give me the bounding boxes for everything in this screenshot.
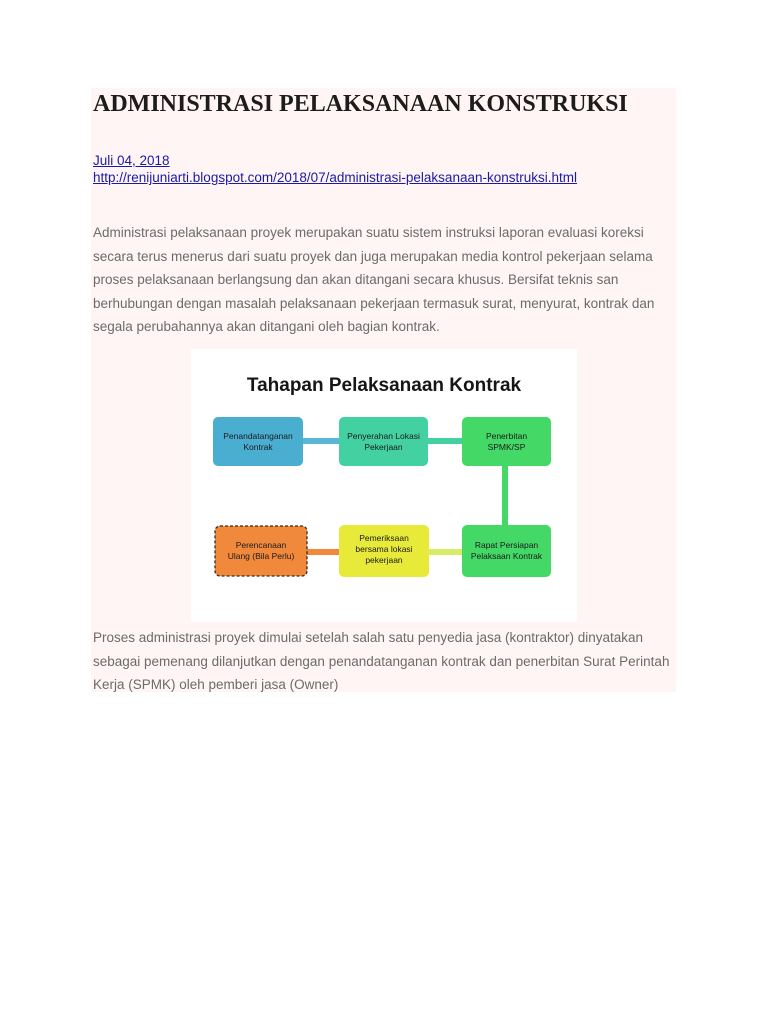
connector-2-3 [428, 438, 462, 444]
post-url-link[interactable]: http://renijuniarti.blogspot.com/2018/07/administrasi-pelaksanaan-konstruksi.html [93, 170, 577, 185]
step-pemeriksaan-line1: Pemeriksaan [359, 533, 409, 543]
step-pemeriksaan-line3: pekerjaan [365, 555, 403, 565]
connector-5-6 [307, 549, 339, 555]
step-penerbitan-line1: Penerbitan [485, 431, 528, 441]
connector-3-4 [502, 466, 508, 525]
step-penandatanganan-kontrak [213, 417, 303, 466]
post-date-link[interactable]: Juli 04, 2018 [93, 153, 170, 168]
step-perencanaan-line2: Ulang (Bila Perlu) [227, 551, 295, 561]
step-perencanaan-ulang [215, 526, 307, 576]
step-rapat-persiapan [462, 525, 551, 577]
paragraph-intro: Administrasi pelaksanaan proyek merupakan suatu sistem instruksi laporan evaluasi koreksi secara terus menerus dari suatu proyek dan juga merupakan media kontrol pekerjaan selama proses pelaksanaan berlangsung dan akan ditangani secara khusus. Bersifat teknis san berhubungan dengan masalah pelaksanaan pekerjaan termasuk surat, menyurat, kontrak dan segala perubahannya akan ditangani oleh bagian kontrak. [93, 225, 655, 334]
step-penyerahan-line2: Pekerjaan [364, 442, 403, 452]
step-pemeriksaan-lokasi [339, 525, 429, 577]
step-penerbitan-line2: SPMK/SP [487, 442, 526, 452]
paragraph-process: Proses administrasi proyek dimulai setelah salah satu penyedia jasa (kontraktor) dinyatakan sebagai pemenang dilanjutkan dengan penandatanganan kontrak dan penerbitan Surat Perintah Kerja (SPMK) oleh pemberi jasa (Owner) [93, 630, 670, 692]
step-penerbitan-spmk [462, 417, 551, 466]
step-pemeriksaan-line2: bersama lokasi [355, 544, 413, 554]
step-rapat-line2: Pelaksaan Kontrak [470, 551, 543, 561]
contract-stages-diagram [191, 349, 577, 622]
step-perencanaan-line1: Perencanaan [235, 540, 287, 550]
connector-1-2 [303, 438, 339, 444]
diagram-title: Tahapan Pelaksanaan Kontrak [246, 375, 522, 396]
step-penandatanganan-line2: Kontrak [243, 442, 273, 452]
step-penandatanganan-line1: Penandatanganan [223, 431, 293, 441]
step-rapat-line1: Rapat Persiapan [474, 540, 539, 550]
step-penyerahan-line1: Penyerahan Lokasi [347, 431, 420, 441]
step-penyerahan-lokasi [339, 417, 428, 466]
connector-4-5 [429, 549, 462, 555]
post-title: ADMINISTRASI PELAKSANAAN KONSTRUKSI [93, 91, 628, 117]
